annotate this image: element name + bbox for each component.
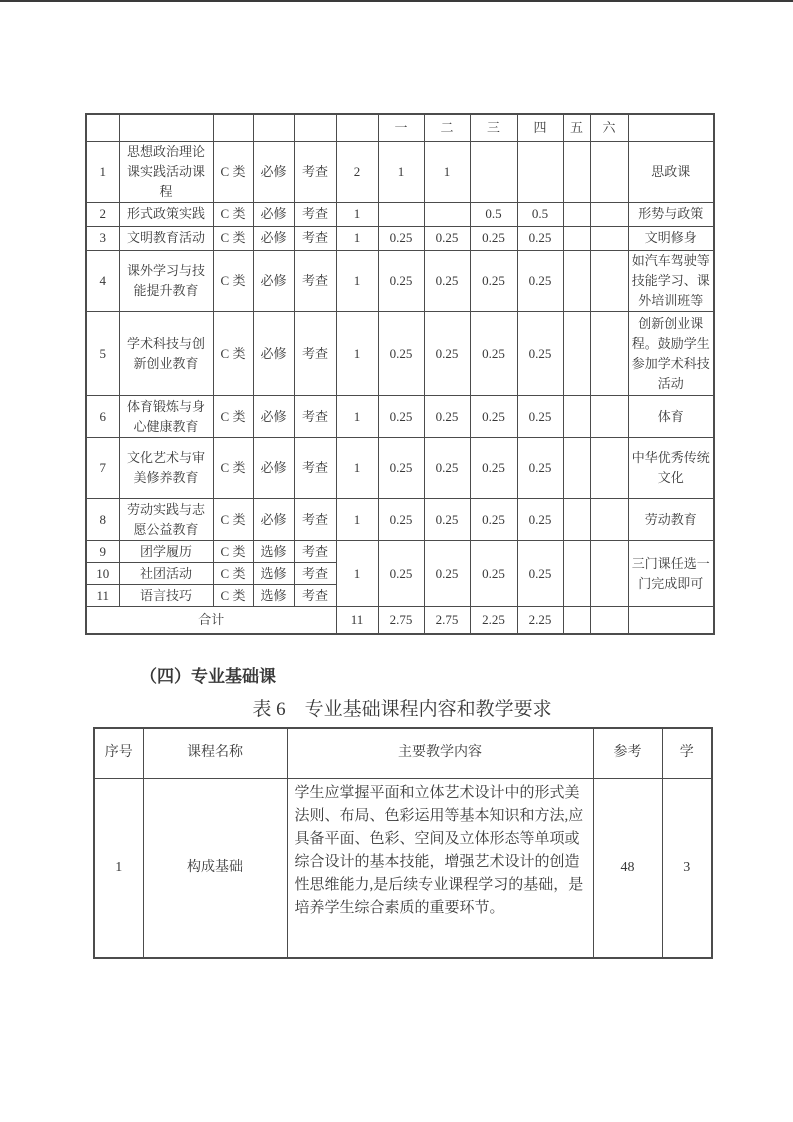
cell-credits: 1	[336, 499, 378, 541]
cell-remark: 文明修身	[628, 226, 714, 250]
table-row	[86, 312, 714, 396]
cell-sem-2: 0.25	[424, 250, 470, 311]
cell-category: C 类	[213, 250, 253, 311]
cell-type: 必修	[253, 396, 294, 438]
cell-sem-2: 0.25	[424, 499, 470, 541]
header-credit: 学	[662, 728, 712, 778]
cell-sem-2: 0.25	[424, 312, 470, 396]
total-sem-3: 2.25	[470, 607, 517, 634]
cell-course: 文化艺术与审美修养教育	[119, 438, 213, 499]
cell-credits: 1	[336, 396, 378, 438]
cell-sem-5	[563, 438, 590, 499]
empty-cell	[213, 114, 253, 141]
cell-remark: 劳动教育	[628, 499, 714, 541]
cell-sem-1: 0.25	[378, 499, 424, 541]
table-row	[86, 226, 714, 250]
cell-no: 10	[86, 563, 119, 585]
table-row	[86, 250, 714, 311]
empty-cell	[86, 114, 119, 141]
cell-ref-hours: 48	[593, 778, 662, 958]
cell-credit: 3	[662, 778, 712, 958]
total-sem-2: 2.75	[424, 607, 470, 634]
cell-sem-6	[590, 312, 628, 396]
cell-assessment: 考查	[294, 541, 336, 563]
cell-remark: 思政课	[628, 141, 714, 202]
cell-assessment: 考查	[294, 438, 336, 499]
cell-sem-5	[563, 226, 590, 250]
cell-sem-2: 0.25	[424, 226, 470, 250]
cell-sem-3: 0.25	[470, 250, 517, 311]
cell-sem-3: 0.5	[470, 202, 517, 226]
cell-remark-merged: 三门课任选一门完成即可	[628, 541, 714, 607]
header-sem-3: 三	[470, 114, 517, 141]
cell-assessment: 考查	[294, 226, 336, 250]
table-row	[86, 202, 714, 226]
cell-sem-5	[563, 202, 590, 226]
cell-sem-6	[590, 396, 628, 438]
table-row	[94, 778, 712, 958]
total-credits: 11	[336, 607, 378, 634]
cell-type: 必修	[253, 141, 294, 202]
cell-sem-1: 1	[378, 141, 424, 202]
cell-course: 社团活动	[119, 563, 213, 585]
cell-category: C 类	[213, 202, 253, 226]
cell-sem-4: 0.25	[517, 312, 563, 396]
cell-sem-1-merged: 0.25	[378, 541, 424, 607]
cell-assessment: 考查	[294, 141, 336, 202]
cell-sem-4-merged: 0.25	[517, 541, 563, 607]
cell-type: 必修	[253, 438, 294, 499]
cell-sem-5-merged	[563, 541, 590, 607]
cell-sem-3: 0.25	[470, 312, 517, 396]
cell-sem-4: 0.25	[517, 250, 563, 311]
header-sem-6: 六	[590, 114, 628, 141]
cell-assessment: 考查	[294, 312, 336, 396]
cell-sem-3: 0.25	[470, 438, 517, 499]
cell-sem-3: 0.25	[470, 396, 517, 438]
table-row	[86, 438, 714, 499]
cell-assessment: 考查	[294, 563, 336, 585]
cell-credits: 1	[336, 438, 378, 499]
cell-category: C 类	[213, 226, 253, 250]
cell-no: 11	[86, 585, 119, 607]
cell-category: C 类	[213, 141, 253, 202]
cell-sem-1: 0.25	[378, 250, 424, 311]
header-sem-2: 二	[424, 114, 470, 141]
cell-teaching-content: 学生应掌握平面和立体艺术设计中的形式美法则、布局、色彩运用等基本知识和方法,应具备平面、色彩、空间及立体形态等单项或综合设计的基本技能，增强艺术设计的创造性思维能力,是后续专业课程学习的基础，是培养学生综合素质的重要环节。	[287, 778, 593, 958]
cell-sem-6	[590, 226, 628, 250]
cell-no: 2	[86, 202, 119, 226]
cell-no: 7	[86, 438, 119, 499]
cell-sem-2: 0.25	[424, 396, 470, 438]
cell-course: 形式政策实践	[119, 202, 213, 226]
cell-assessment: 考查	[294, 202, 336, 226]
cell-sem-3: 0.25	[470, 499, 517, 541]
cell-assessment: 考查	[294, 396, 336, 438]
cell-sem-2: 1	[424, 141, 470, 202]
total-row	[86, 607, 714, 634]
header-ref-hours: 参考	[593, 728, 662, 778]
total-sem-6	[590, 607, 628, 634]
cell-credits: 1	[336, 202, 378, 226]
cell-remark: 形势与政策	[628, 202, 714, 226]
cell-sem-4: 0.25	[517, 226, 563, 250]
cell-remark: 体育	[628, 396, 714, 438]
cell-category: C 类	[213, 312, 253, 396]
table-row	[86, 396, 714, 438]
empty-cell	[253, 114, 294, 141]
cell-course: 体育锻炼与身心健康教育	[119, 396, 213, 438]
cell-type: 必修	[253, 250, 294, 311]
total-sem-4: 2.25	[517, 607, 563, 634]
table-row	[86, 541, 714, 563]
cell-remark: 创新创业课程。鼓励学生参加学术科技活动	[628, 312, 714, 396]
header-sem-5: 五	[563, 114, 590, 141]
cell-no: 5	[86, 312, 119, 396]
cell-no: 1	[94, 778, 143, 958]
cell-no: 6	[86, 396, 119, 438]
cell-credits: 1	[336, 250, 378, 311]
header-sem-4: 四	[517, 114, 563, 141]
cell-type: 必修	[253, 499, 294, 541]
cell-sem-6	[590, 438, 628, 499]
cell-credits: 1	[336, 226, 378, 250]
cell-sem-1: 0.25	[378, 312, 424, 396]
cell-course: 学术科技与创新创业教育	[119, 312, 213, 396]
table-row	[86, 499, 714, 541]
cell-sem-5	[563, 141, 590, 202]
cell-sem-2-merged: 0.25	[424, 541, 470, 607]
cell-credits: 1	[336, 312, 378, 396]
cell-credits-merged: 1	[336, 541, 378, 607]
cell-course-name: 构成基础	[143, 778, 287, 958]
cell-sem-5	[563, 250, 590, 311]
cell-assessment: 考查	[294, 250, 336, 311]
cell-sem-4: 0.25	[517, 499, 563, 541]
cell-sem-4: 0.5	[517, 202, 563, 226]
page-top-edge	[0, 0, 793, 2]
cell-sem-4: 0.25	[517, 396, 563, 438]
cell-type: 必修	[253, 312, 294, 396]
cell-course: 语言技巧	[119, 585, 213, 607]
cell-no: 3	[86, 226, 119, 250]
header-row	[94, 728, 712, 778]
cell-type: 必修	[253, 226, 294, 250]
cell-credits: 2	[336, 141, 378, 202]
table-row	[86, 141, 714, 202]
cell-category: C 类	[213, 499, 253, 541]
cell-sem-3: 0.25	[470, 226, 517, 250]
table-caption: 表 6 专业基础课程内容和教学要求	[252, 699, 552, 720]
cell-type: 选修	[253, 585, 294, 607]
cell-sem-3	[470, 141, 517, 202]
cell-sem-1: 0.25	[378, 226, 424, 250]
cell-sem-6	[590, 141, 628, 202]
total-sem-5	[563, 607, 590, 634]
cell-category: C 类	[213, 563, 253, 585]
section-heading: （四）专业基础课	[140, 667, 276, 686]
cell-course: 思想政治理论课实践活动课程	[119, 141, 213, 202]
cell-sem-3-merged: 0.25	[470, 541, 517, 607]
cell-sem-2: 0.25	[424, 438, 470, 499]
cell-sem-1	[378, 202, 424, 226]
total-label: 合计	[86, 607, 336, 634]
cell-type: 选修	[253, 541, 294, 563]
cell-course: 文明教育活动	[119, 226, 213, 250]
empty-cell	[336, 114, 378, 141]
cell-sem-1: 0.25	[378, 396, 424, 438]
cell-category: C 类	[213, 541, 253, 563]
total-remark	[628, 607, 714, 634]
cell-sem-6	[590, 499, 628, 541]
cell-sem-4: 0.25	[517, 438, 563, 499]
cell-assessment: 考查	[294, 585, 336, 607]
empty-cell	[628, 114, 714, 141]
cell-no: 8	[86, 499, 119, 541]
cell-remark: 如汽车驾驶等技能学习、课外培训班等	[628, 250, 714, 311]
cell-type: 选修	[253, 563, 294, 585]
empty-cell	[119, 114, 213, 141]
semester-header-row	[86, 114, 714, 141]
cell-no: 4	[86, 250, 119, 311]
cell-course: 劳动实践与志愿公益教育	[119, 499, 213, 541]
cell-remark: 中华优秀传统文化	[628, 438, 714, 499]
cell-sem-6	[590, 202, 628, 226]
empty-cell	[294, 114, 336, 141]
cell-sem-5	[563, 312, 590, 396]
cell-sem-4	[517, 141, 563, 202]
cell-sem-6	[590, 250, 628, 311]
cell-sem-2	[424, 202, 470, 226]
cell-sem-5	[563, 499, 590, 541]
cell-category: C 类	[213, 438, 253, 499]
cell-sem-1: 0.25	[378, 438, 424, 499]
header-content: 主要教学内容	[287, 728, 593, 778]
header-no: 序号	[94, 728, 143, 778]
cell-sem-5	[563, 396, 590, 438]
cell-no: 1	[86, 141, 119, 202]
practice-courses-table	[85, 113, 715, 635]
cell-type: 必修	[253, 202, 294, 226]
cell-course: 课外学习与技能提升教育	[119, 250, 213, 311]
cell-course: 团学履历	[119, 541, 213, 563]
cell-no: 9	[86, 541, 119, 563]
cell-category: C 类	[213, 396, 253, 438]
header-course-name: 课程名称	[143, 728, 287, 778]
basic-courses-table	[93, 727, 713, 959]
cell-category: C 类	[213, 585, 253, 607]
total-sem-1: 2.75	[378, 607, 424, 634]
header-sem-1: 一	[378, 114, 424, 141]
cell-sem-6-merged	[590, 541, 628, 607]
cell-assessment: 考查	[294, 499, 336, 541]
